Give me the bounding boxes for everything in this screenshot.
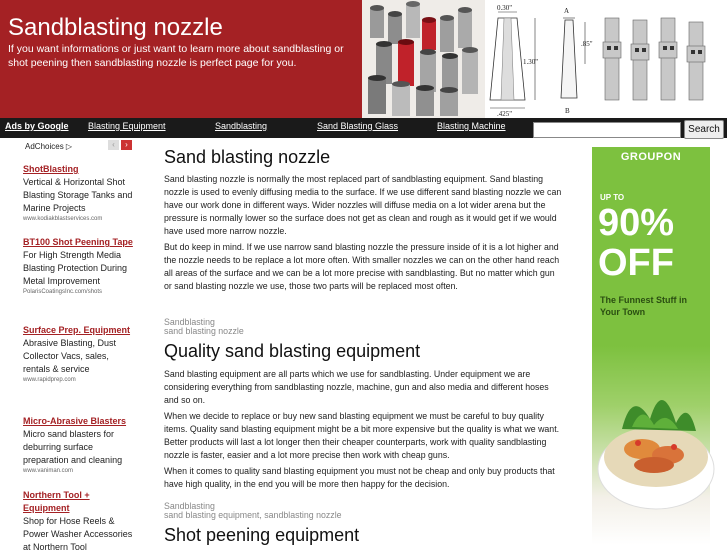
diagram-b: B [565, 107, 570, 115]
post-category-link[interactable]: Sandblasting [164, 501, 215, 511]
ad-upto-text: UP TO [600, 193, 625, 202]
groupon-banner-ad[interactable] [592, 147, 710, 545]
ad-title[interactable]: BT100 Shot Peening Tape [23, 237, 133, 247]
ad-body: Shop for Hose Reels & Power Washer Accessories at Northern Tool [23, 516, 133, 552]
search-input[interactable] [533, 122, 681, 138]
ad-url[interactable]: www.kodiakblastservices.com [23, 216, 103, 222]
post-tags: sand blasting equipment, sandblasting nozzle [164, 510, 342, 520]
ad-body: Micro sand blasters for deburring surface preparation and cleaning [23, 429, 123, 465]
ad-title[interactable]: ShotBlasting [23, 164, 79, 174]
nozzle-diagram [485, 0, 727, 118]
diagram-bottom-dim: .425" [497, 110, 513, 118]
adchoices-text: AdChoices [25, 142, 64, 151]
left-ad-column [0, 140, 150, 552]
site-header [0, 0, 727, 118]
nav-link-blasting-machine[interactable]: Blasting Machine [437, 121, 506, 131]
diagram-depth: .85" [581, 40, 593, 48]
ad-title[interactable]: Northern Tool + Equipment [23, 490, 90, 513]
food-bowl-image [592, 319, 710, 549]
post-tag-link[interactable]: sand blasting nozzle [164, 326, 244, 336]
header-title-panel [0, 0, 362, 118]
ad-title[interactable]: Micro-Abrasive Blasters [23, 416, 127, 426]
adchoices-icon: ▷ [65, 142, 73, 151]
site-tagline: If you want informations or just want to learn more about sandblasting or shot peening then sandblasting nozzle is perfect page for you. [8, 43, 344, 69]
post-tag-link[interactable]: sandblasting nozzle [264, 510, 342, 520]
main-content [164, 140, 564, 545]
post-tags [164, 326, 244, 336]
ad-off-text: OFF [598, 242, 674, 284]
ad-url[interactable]: PolarisCoatingsInc.com/shots [23, 289, 103, 295]
post-paragraph: When we decide to replace or buy new sand blasting equipment we must be careful to buy quality items. Quality sand blasting equipment might be a bit more expensive but the quality is what we want. Better products will last a lot longer then their cheaper counterparts, work with quality sandblasting nozzle is faster, easier and a lot more precise then work with cheap guns. [164, 411, 560, 460]
groupon-logo: GROUPON [620, 151, 682, 163]
post-title[interactable]: Quality sand blasting equipment [164, 341, 421, 361]
adchoices-label[interactable] [25, 142, 72, 151]
post-title[interactable]: Shot peening equipment [164, 525, 360, 545]
ad-percent-text: 90% [598, 202, 675, 244]
post-category-link[interactable]: Sandblasting [164, 317, 215, 327]
post-tag-link[interactable]: sand blasting equipment [164, 510, 260, 520]
ad-item [23, 163, 135, 224]
post-paragraph: But do keep in mind. If we use narrow sand blasting nozzle the pressure inside of it is a lot higher and the nozzle needs to be replace a lot more often. With smaller nozzles we can on the other hand reach all areas of the surface and we can be a lot more precise with sandblasting. But no matter which gun or sand blasting nozzle we use, those two parts will be replaced most often. [164, 242, 560, 291]
ad-url[interactable]: www.rapidprep.com [23, 377, 76, 383]
ad-prev-icon[interactable]: ‹ [108, 140, 119, 150]
ad-tagline: The Funnest Stuff in Your Town [600, 295, 687, 317]
ad-body: Vertical & Horizontal Shot Blasting Storage Tanks and Marine Projects [23, 177, 133, 213]
ad-item [23, 236, 135, 297]
diagram-length: 1.30" [523, 58, 539, 66]
search-button[interactable]: Search [684, 120, 724, 139]
post-paragraph: Sand blasting equipment are all parts which we use for sandblasting. Under equipment we are considering everything from sandblasting nozzle, machine, gun and also media and different hoses and so on. [164, 369, 549, 405]
diagram-top-dim: 0.30" [497, 4, 513, 12]
ad-url[interactable]: www.vaniman.com [23, 468, 74, 474]
ad-title[interactable]: Surface Prep. Equipment [23, 325, 131, 335]
nozzles-photo [362, 0, 485, 118]
nav-link-blasting-equipment[interactable]: Blasting Equipment [88, 121, 166, 131]
site-title[interactable]: Sandblasting nozzle [8, 14, 223, 41]
post-title[interactable]: Sand blasting nozzle [164, 147, 331, 167]
ad-body: Abrasive Blasting, Dust Collector Vacs, sales, rentals & service [23, 338, 117, 374]
nav-link-sandblasting[interactable]: Sandblasting [215, 121, 268, 131]
diagram-a: A [564, 7, 570, 15]
post-paragraph: When it comes to quality sand blasting equipment you must not be cheap and only buy products that have high quality, in the end you will be more then happy for the decision. [164, 466, 555, 489]
ad-item [23, 489, 135, 554]
nav-link-sand-blasting-glass[interactable]: Sand Blasting Glass [317, 121, 399, 131]
ad-item [23, 415, 135, 476]
ad-body: For High Strength Media Blasting Protection During Metal Improvement [23, 250, 128, 286]
ads-by-google-link[interactable]: Ads by Google [5, 121, 69, 131]
ad-next-icon[interactable]: › [121, 140, 132, 150]
ad-item [23, 324, 135, 385]
post-paragraph: Sand blasting nozzle is normally the most replaced part of sandblasting equipment. Sand blasting nozzle is used to evenly diffusing media to the surface. If we use different sand blasting nozzle we can have our work done in different ways. Wider nozzles will diffuse media on a lot wider arena but the pressure is normally lower so the surface does not get as clean and rough as it would get if we would have used more narrow nozzle. [164, 174, 562, 236]
